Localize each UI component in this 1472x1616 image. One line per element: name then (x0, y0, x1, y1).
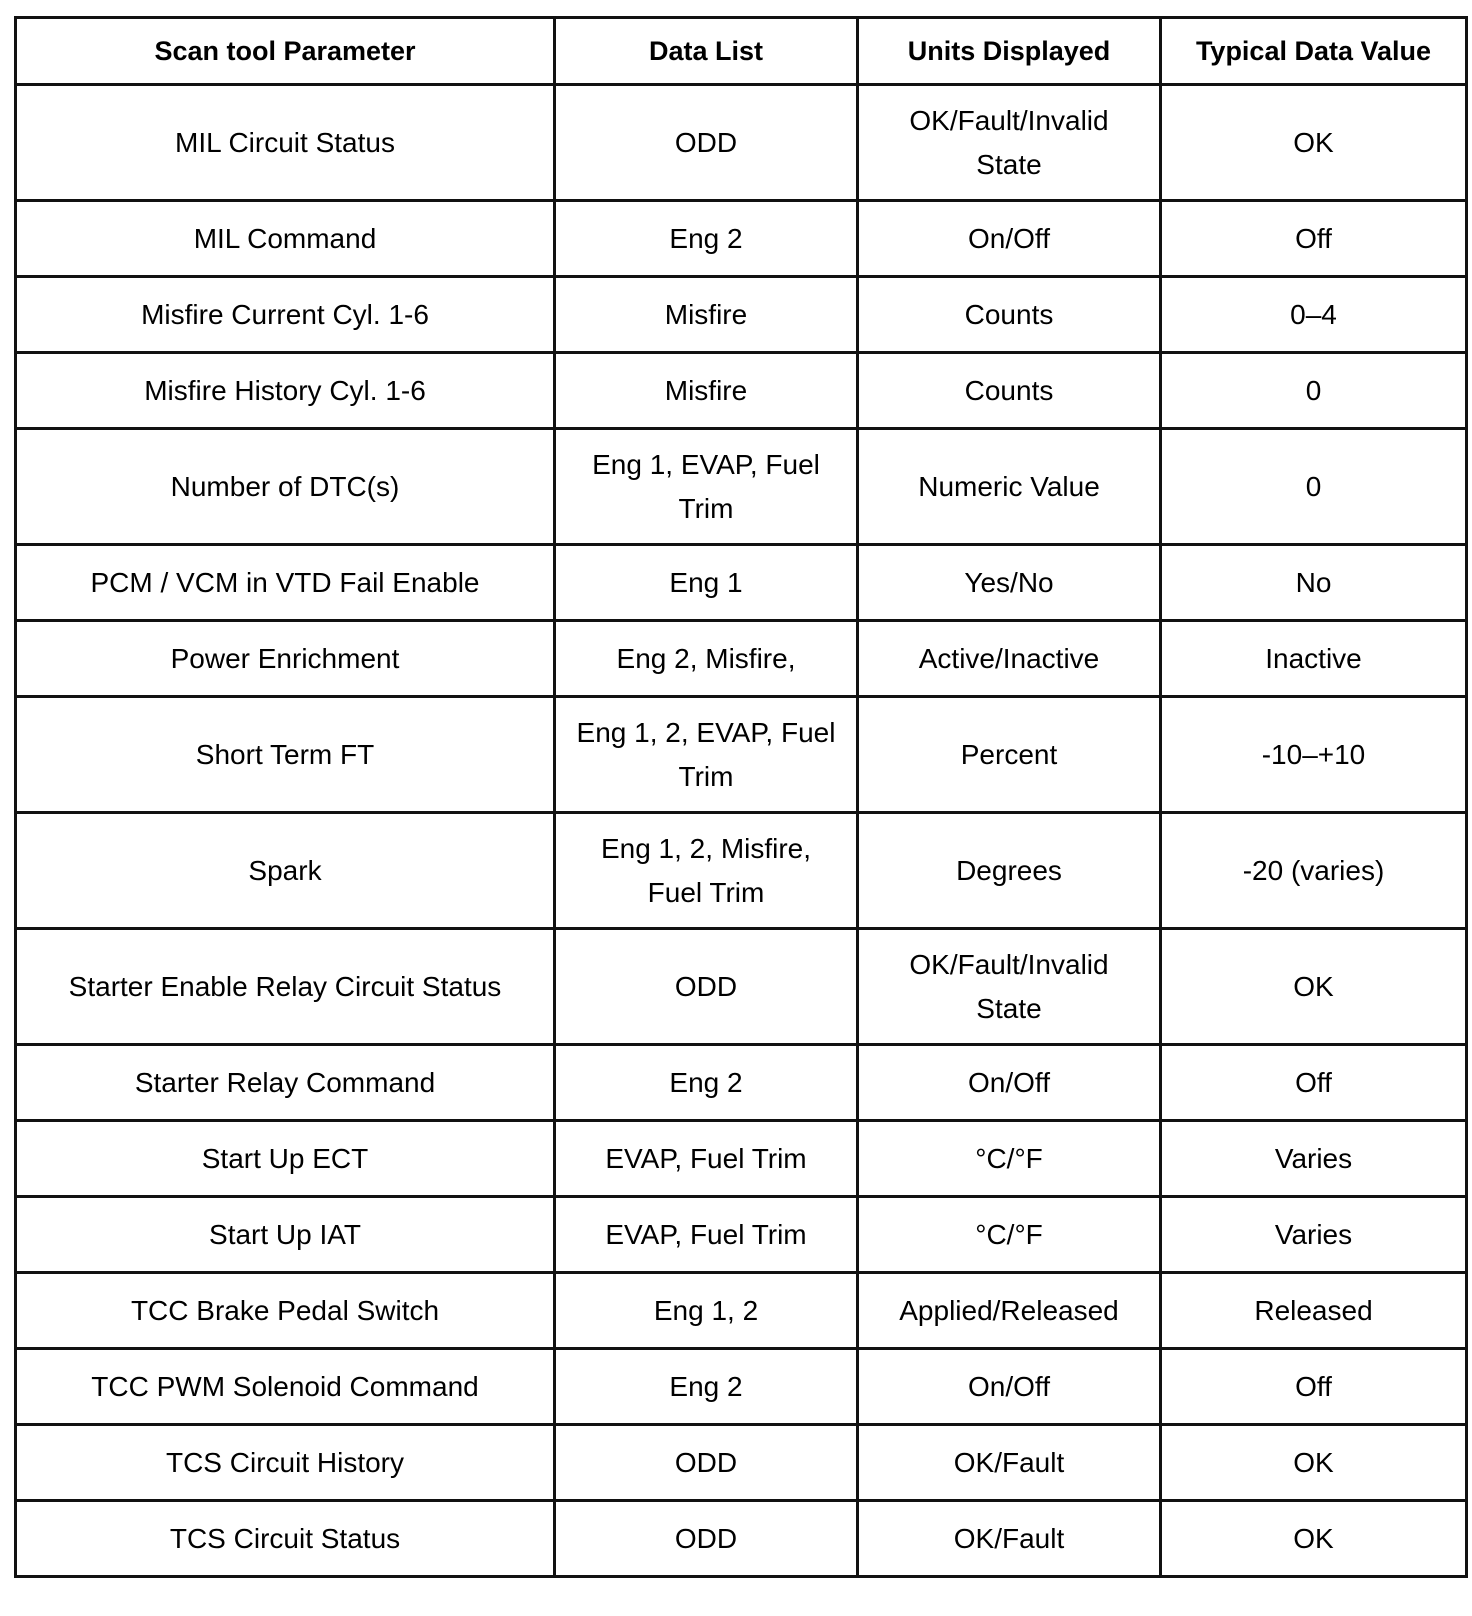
cell-data-list: Misfire (555, 277, 858, 353)
cell-typical-value: 0 (1161, 353, 1467, 429)
cell-units: Numeric Value (858, 429, 1161, 545)
table-row (16, 85, 1467, 201)
cell-data-list: Eng 1, EVAP, Fuel Trim (555, 429, 858, 545)
cell-parameter: Short Term FT (16, 697, 555, 813)
cell-units: On/Off (858, 1349, 1161, 1425)
cell-units: °C/°F (858, 1121, 1161, 1197)
cell-units: Yes/No (858, 545, 1161, 621)
header-units-displayed: Units Displayed (858, 18, 1161, 85)
cell-units: On/Off (858, 201, 1161, 277)
cell-parameter: MIL Command (16, 201, 555, 277)
cell-parameter: Starter Relay Command (16, 1045, 555, 1121)
cell-units: OK/Fault (858, 1425, 1161, 1501)
cell-parameter: TCS Circuit History (16, 1425, 555, 1501)
table-row (16, 929, 1467, 1045)
cell-typical-value: OK (1161, 929, 1467, 1045)
cell-typical-value: Inactive (1161, 621, 1467, 697)
cell-units: Active/Inactive (858, 621, 1161, 697)
cell-typical-value: OK (1161, 1501, 1467, 1577)
cell-parameter: TCS Circuit Status (16, 1501, 555, 1577)
table-row (16, 429, 1467, 545)
table-row (16, 1501, 1467, 1577)
cell-parameter: Misfire History Cyl. 1-6 (16, 353, 555, 429)
table-row (16, 1121, 1467, 1197)
cell-data-list: Eng 1, 2 (555, 1273, 858, 1349)
cell-typical-value: Varies (1161, 1197, 1467, 1273)
cell-typical-value: Varies (1161, 1121, 1467, 1197)
cell-data-list: ODD (555, 1501, 858, 1577)
table-row (16, 813, 1467, 929)
cell-data-list: Eng 2 (555, 1045, 858, 1121)
header-typical-data-value: Typical Data Value (1161, 18, 1467, 85)
table-row (16, 697, 1467, 813)
cell-units: Counts (858, 353, 1161, 429)
table-row (16, 1273, 1467, 1349)
cell-data-list: Eng 2 (555, 1349, 858, 1425)
cell-parameter: Number of DTC(s) (16, 429, 555, 545)
cell-parameter: Power Enrichment (16, 621, 555, 697)
cell-typical-value: OK (1161, 1425, 1467, 1501)
cell-data-list: ODD (555, 1425, 858, 1501)
cell-typical-value: 0 (1161, 429, 1467, 545)
cell-data-list: Eng 1 (555, 545, 858, 621)
cell-data-list: Misfire (555, 353, 858, 429)
cell-parameter: PCM / VCM in VTD Fail Enable (16, 545, 555, 621)
header-scan-tool-parameter: Scan tool Parameter (16, 18, 555, 85)
table-row (16, 201, 1467, 277)
scan-tool-data-table (14, 16, 1468, 1578)
cell-data-list: Eng 2, Misfire, (555, 621, 858, 697)
table-row (16, 621, 1467, 697)
table-row (16, 1425, 1467, 1501)
table-row (16, 545, 1467, 621)
cell-typical-value: Off (1161, 201, 1467, 277)
cell-typical-value: Off (1161, 1045, 1467, 1121)
cell-units: OK/Fault/Invalid State (858, 85, 1161, 201)
cell-units: Applied/Released (858, 1273, 1161, 1349)
cell-parameter: TCC Brake Pedal Switch (16, 1273, 555, 1349)
cell-data-list: ODD (555, 929, 858, 1045)
cell-parameter: Start Up ECT (16, 1121, 555, 1197)
cell-units: Counts (858, 277, 1161, 353)
cell-typical-value: OK (1161, 85, 1467, 201)
cell-units: OK/Fault (858, 1501, 1161, 1577)
cell-data-list: EVAP, Fuel Trim (555, 1121, 858, 1197)
cell-units: °C/°F (858, 1197, 1161, 1273)
header-data-list: Data List (555, 18, 858, 85)
cell-data-list: ODD (555, 85, 858, 201)
cell-units: Degrees (858, 813, 1161, 929)
cell-data-list: Eng 1, 2, Misfire, Fuel Trim (555, 813, 858, 929)
cell-typical-value: 0–4 (1161, 277, 1467, 353)
table-row (16, 1197, 1467, 1273)
cell-parameter: Misfire Current Cyl. 1-6 (16, 277, 555, 353)
cell-data-list: Eng 2 (555, 201, 858, 277)
cell-typical-value: -20 (varies) (1161, 813, 1467, 929)
cell-data-list: Eng 1, 2, EVAP, Fuel Trim (555, 697, 858, 813)
cell-parameter: Spark (16, 813, 555, 929)
cell-parameter: TCC PWM Solenoid Command (16, 1349, 555, 1425)
cell-units: OK/Fault/Invalid State (858, 929, 1161, 1045)
table-row (16, 1349, 1467, 1425)
cell-typical-value: Released (1161, 1273, 1467, 1349)
cell-typical-value: Off (1161, 1349, 1467, 1425)
scan-tool-data-table-container (14, 16, 1465, 1578)
cell-data-list: EVAP, Fuel Trim (555, 1197, 858, 1273)
cell-units: Percent (858, 697, 1161, 813)
cell-parameter: Start Up IAT (16, 1197, 555, 1273)
table-row (16, 353, 1467, 429)
cell-typical-value: -10–+10 (1161, 697, 1467, 813)
cell-parameter: MIL Circuit Status (16, 85, 555, 201)
table-row (16, 277, 1467, 353)
table-header-row (16, 18, 1467, 85)
cell-parameter: Starter Enable Relay Circuit Status (16, 929, 555, 1045)
table-row (16, 1045, 1467, 1121)
cell-units: On/Off (858, 1045, 1161, 1121)
cell-typical-value: No (1161, 545, 1467, 621)
